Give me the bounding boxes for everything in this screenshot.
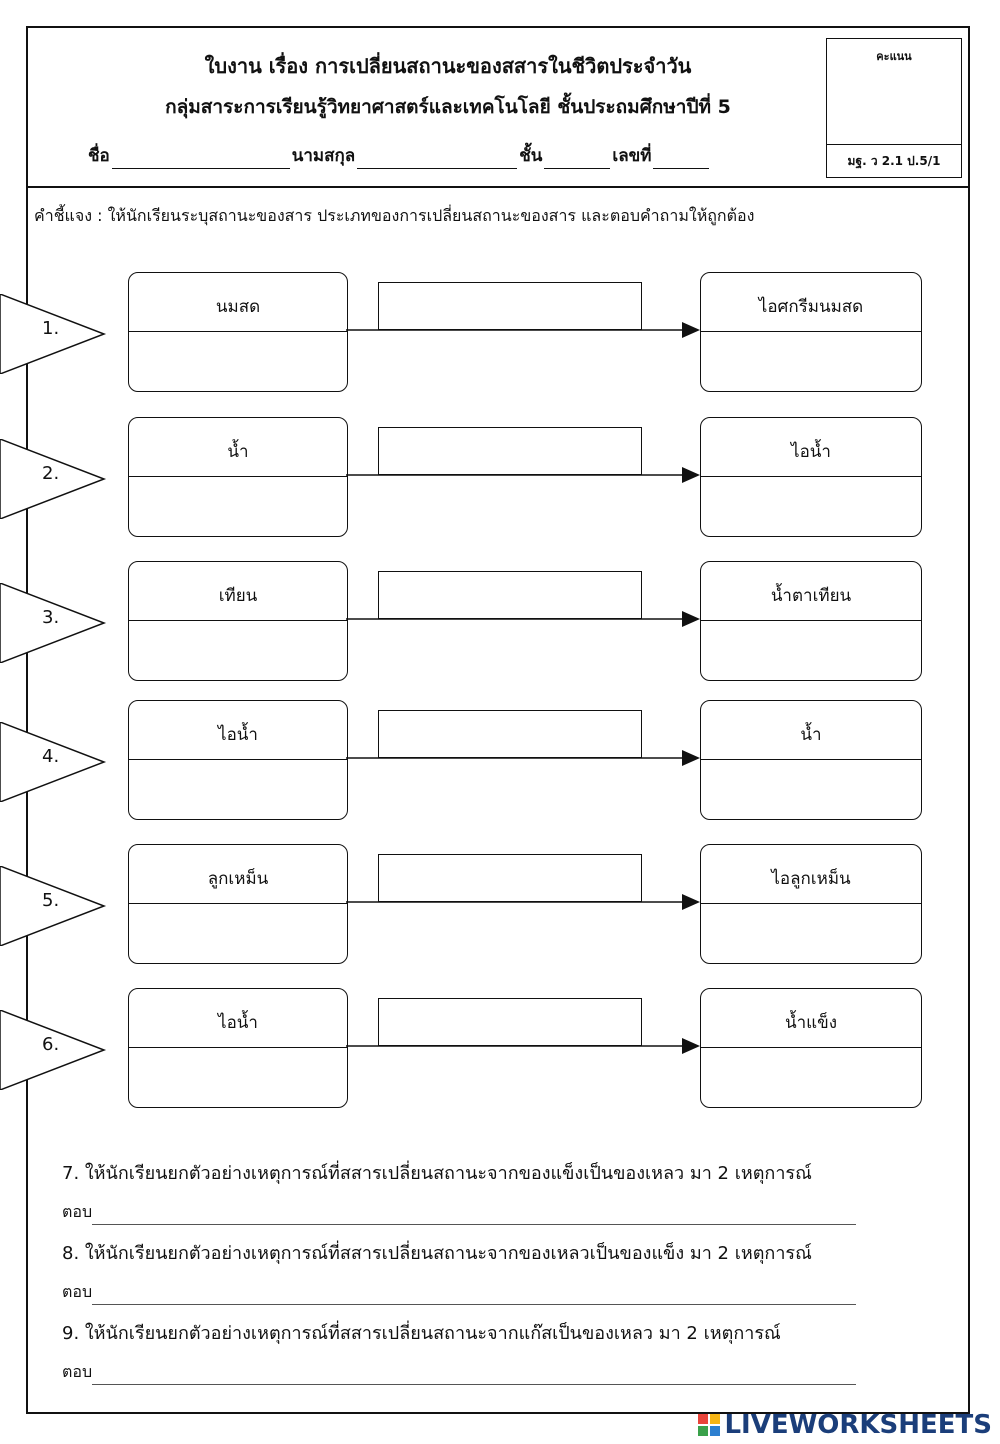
name-label: ชื่อ <box>88 146 110 166</box>
to-substance: ไอศกรีมนมสด <box>758 297 864 317</box>
name-field[interactable] <box>112 150 290 169</box>
to-substance-box <box>700 988 922 1108</box>
class-field[interactable] <box>544 150 610 169</box>
brand-name: LIVEWORKSHEETS <box>724 1410 992 1440</box>
to-substance-box <box>700 272 922 392</box>
class-label: ชั้น <box>519 146 543 166</box>
from-substance: เทียน <box>218 586 258 606</box>
number-field[interactable] <box>653 150 709 169</box>
to-substance: ไอน้ำ <box>791 442 831 462</box>
item-number: 2. <box>42 463 60 484</box>
item-row <box>28 272 972 396</box>
from-substance-box <box>128 700 348 820</box>
answer-label: ตอบ <box>62 1362 93 1381</box>
student-info-line <box>88 142 711 169</box>
item-row <box>28 700 972 824</box>
answer-field[interactable] <box>92 1290 856 1305</box>
from-substance: ไอน้ำ <box>218 1013 258 1033</box>
instruction: คำชี้แจง : ให้นักเรียนระบุสถานะของสาร ประเภทของการเปลี่ยนสถานะของสาร และตอบคำถามให้ถูกต้อง <box>34 206 755 225</box>
brand-watermark <box>698 1410 992 1440</box>
item-row <box>28 561 972 685</box>
worksheet <box>26 26 970 1414</box>
to-substance-box <box>700 700 922 820</box>
surname-field[interactable] <box>357 150 517 169</box>
item-number: 3. <box>42 607 60 628</box>
to-substance: น้ำแข็ง <box>784 1013 838 1033</box>
to-substance-box <box>700 417 922 537</box>
question-8: 8. ให้นักเรียนยกตัวอย่างเหตุการณ์ที่สสารเปลี่ยนสถานะจากของเหลวเป็นของแข็ง มา 2 เหตุการณ์ <box>62 1243 812 1264</box>
item-row <box>28 417 972 541</box>
item-number: 1. <box>42 318 60 339</box>
surname-label: นามสกุล <box>291 146 356 166</box>
answer-label: ตอบ <box>62 1202 93 1221</box>
answer-row <box>62 1360 856 1385</box>
to-substance: ไอลูกเหม็น <box>771 869 851 889</box>
score-box <box>826 38 962 178</box>
right-arrow-icon <box>346 748 702 768</box>
from-substance: ไอน้ำ <box>218 725 258 745</box>
question-7: 7. ให้นักเรียนยกตัวอย่างเหตุการณ์ที่สสารเปลี่ยนสถานะจากของแข็งเป็นของเหลว มา 2 เหตุการณ์ <box>62 1163 812 1184</box>
to-substance-box <box>700 844 922 964</box>
standard-code: มฐ. ว 2.1 ป.5/1 <box>827 144 961 177</box>
to-substance: น้ำ <box>800 725 822 745</box>
from-substance-box <box>128 844 348 964</box>
brand-logo-icon <box>698 1414 720 1436</box>
item-row <box>28 988 972 1112</box>
number-label: เลขที่ <box>612 146 652 166</box>
answer-label: ตอบ <box>62 1282 93 1301</box>
from-substance-box <box>128 417 348 537</box>
item-row <box>28 844 972 968</box>
header <box>28 28 968 188</box>
item-number: 5. <box>42 890 60 911</box>
from-substance: น้ำ <box>227 442 249 462</box>
worksheet-subtitle: กลุ่มสาระการเรียนรู้วิทยาศาสตร์และเทคโนโลยี ชั้นประถมศึกษาปีที่ 5 <box>165 96 731 118</box>
answer-field[interactable] <box>92 1210 856 1225</box>
right-arrow-icon <box>346 609 702 629</box>
from-substance: ลูกเหม็น <box>207 869 269 889</box>
from-substance-box <box>128 561 348 681</box>
from-substance-box <box>128 988 348 1108</box>
score-label: คะแนน <box>876 50 912 63</box>
answer-field[interactable] <box>92 1370 856 1385</box>
from-substance-box <box>128 272 348 392</box>
worksheet-title: ใบงาน เรื่อง การเปลี่ยนสถานะของสสารในชีวิตประจำวัน <box>204 54 692 78</box>
answer-row <box>62 1280 856 1305</box>
question-9: 9. ให้นักเรียนยกตัวอย่างเหตุการณ์ที่สสารเปลี่ยนสถานะจากแก๊สเป็นของเหลว มา 2 เหตุการณ์ <box>62 1323 781 1344</box>
right-arrow-icon <box>346 892 702 912</box>
right-arrow-icon <box>346 1036 702 1056</box>
item-number: 6. <box>42 1034 60 1055</box>
answer-row <box>62 1200 856 1225</box>
from-substance: นมสด <box>215 297 261 317</box>
item-number: 4. <box>42 746 60 767</box>
to-substance: น้ำตาเทียน <box>770 586 852 606</box>
to-substance-box <box>700 561 922 681</box>
right-arrow-icon <box>346 465 702 485</box>
right-arrow-icon <box>346 320 702 340</box>
